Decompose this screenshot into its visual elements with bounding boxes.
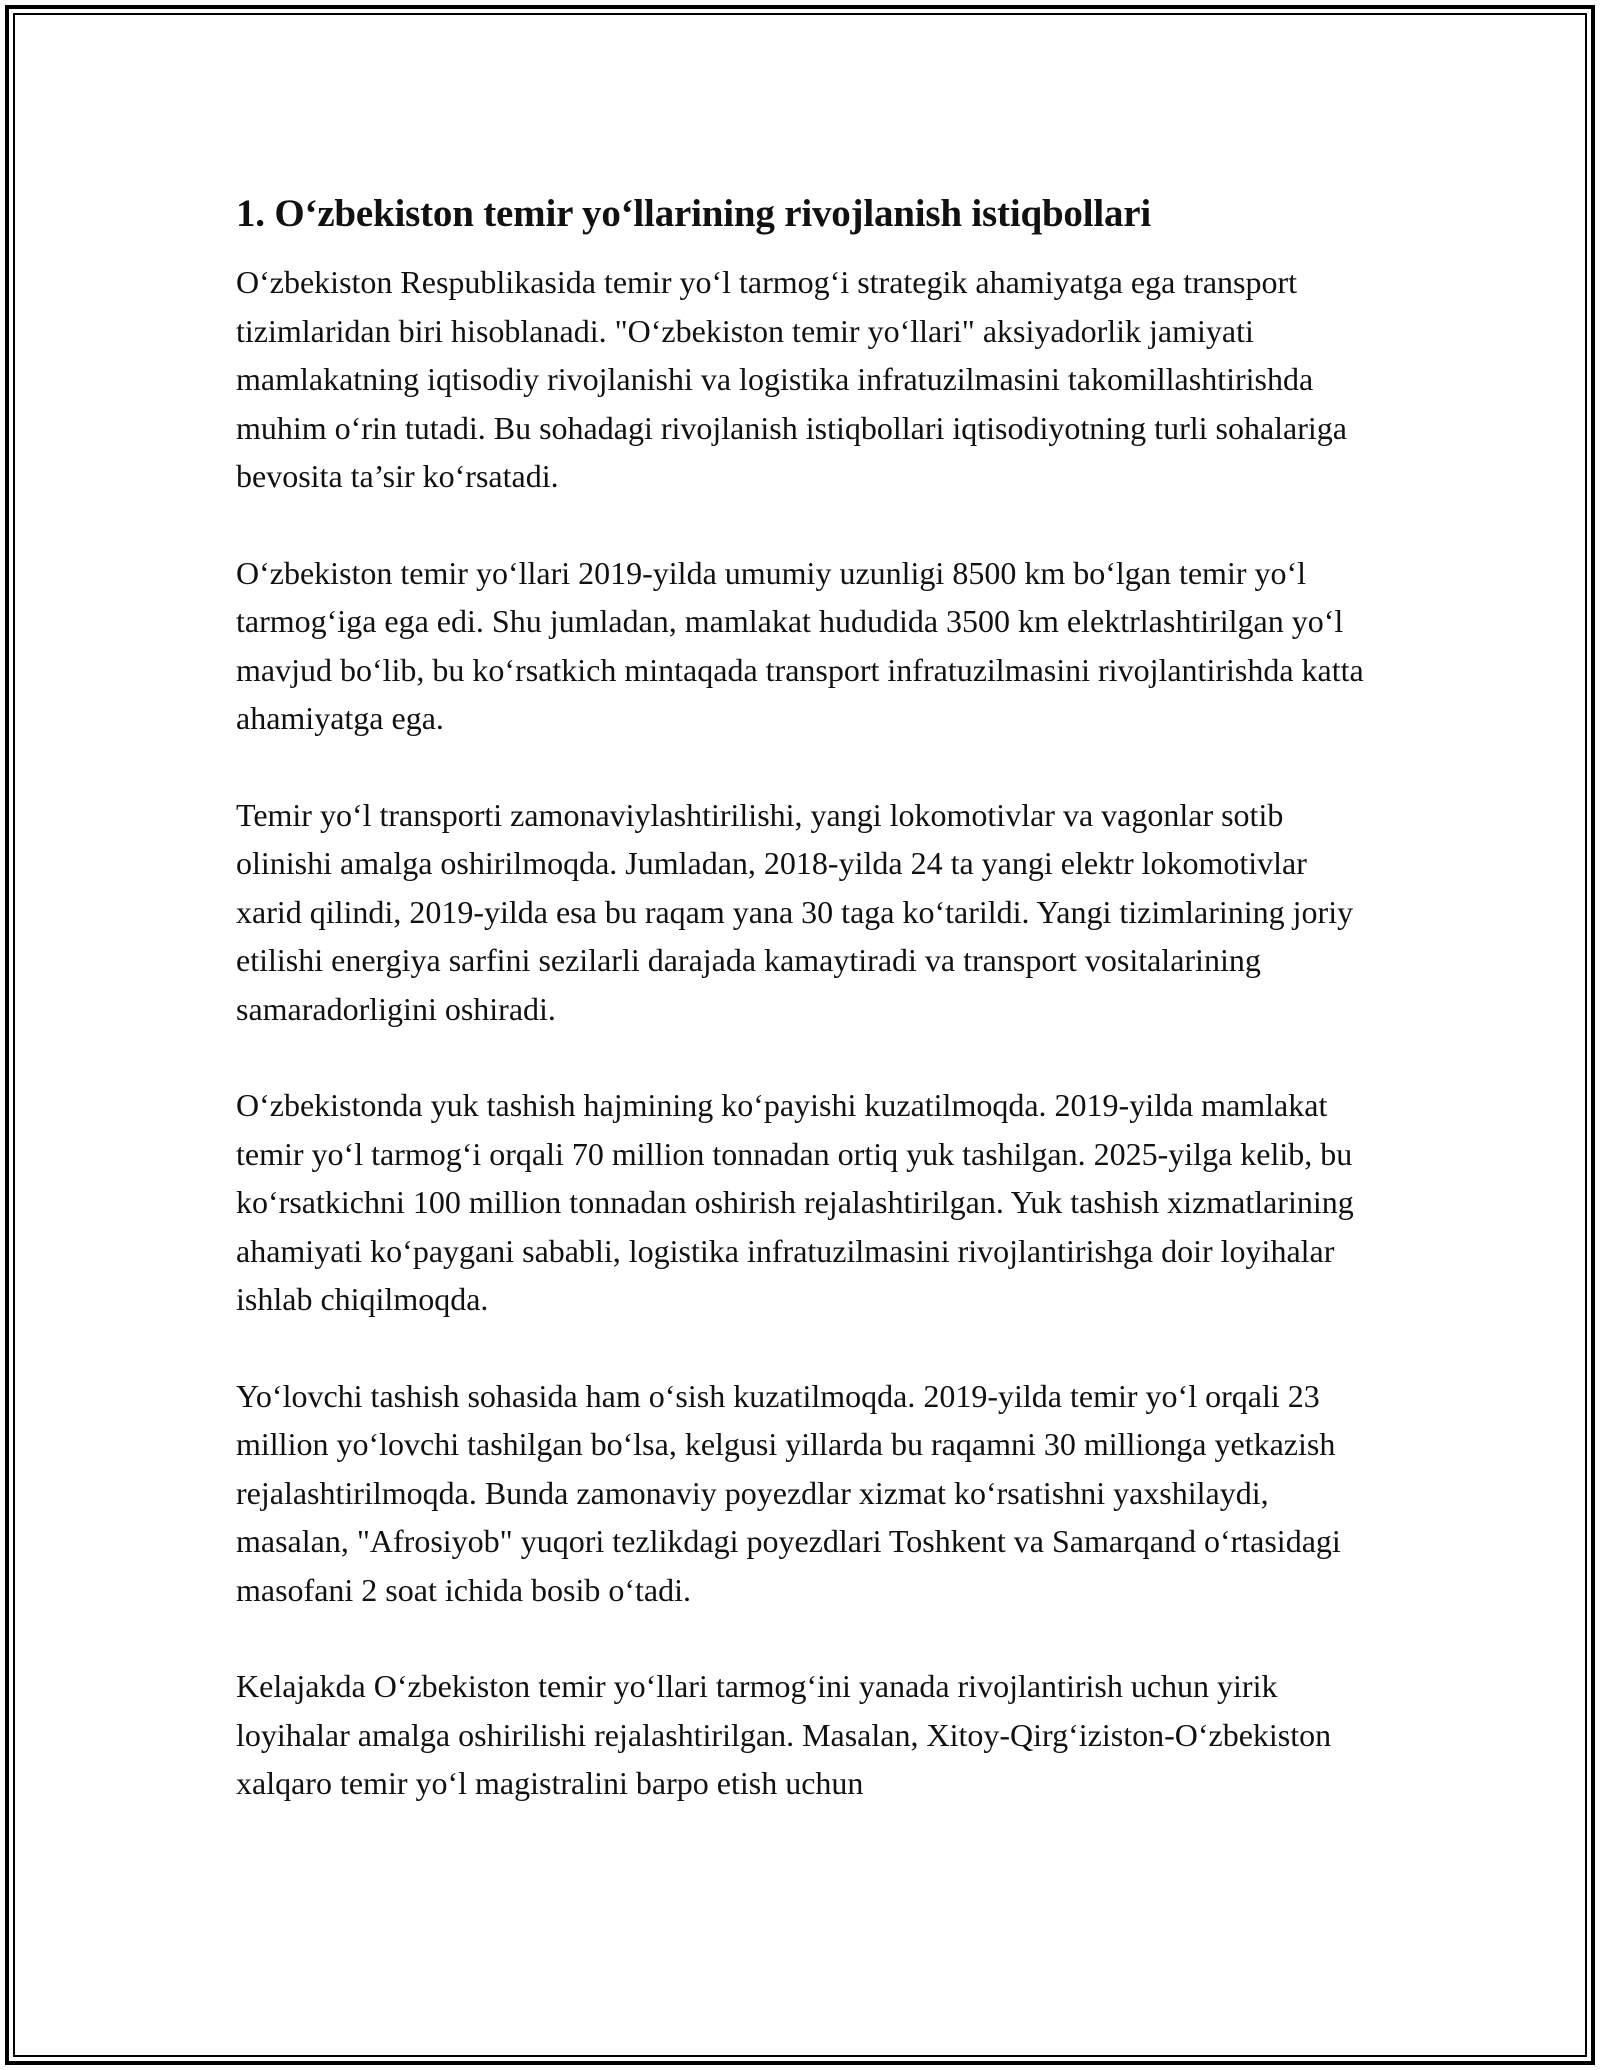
section-heading: 1. O‘zbekiston temir yo‘llarining rivojlanish istiqbollari: [236, 192, 1152, 235]
paragraph-4: O‘zbekistonda yuk tashish hajmining ko‘payishi kuzatilmoqda. 2019-yilda mamlakat temir yo‘l tarmog‘i orqali 70 million tonnadan ortiq yuk tashilgan. 2025-yilga kelib, bu ko‘rsatkichni 100 million tonnadan oshirish rejalashtirilgan. Yuk tashish xizmatlarining ahamiyati ko‘paygani sababli, logistika infratuzilmasini rivojlantirishga doir loyihalar ishlab chiqilmoqda.: [236, 1087, 1354, 1317]
paragraph-1: O‘zbekiston Respublikasida temir yo‘l tarmog‘i strategik ahamiyatga ega transport tizimlaridan biri hisoblanadi. "O‘zbekiston temir yo‘llari" aksiyadorlik jamiyati mamlakatning iqtisodiy rivojlanishi va logistika infratuzilmasini takomillashtirishda muhim o‘rin tutadi. Bu sohadagi rivojlanish istiqbollari iqtisodiyotning turli sohalariga bevosita ta’sir ko‘rsatadi.: [236, 264, 1347, 494]
paragraph-6: Kelajakda O‘zbekiston temir yo‘llari tarmog‘ini yanada rivojlantirish uchun yirik loyihalar amalga oshirilishi rejalashtirilgan. Masalan, Xitoy-Qirg‘iziston-O‘zbekiston xalqaro temir yo‘l magistralini barpo etish uchun: [236, 1668, 1332, 1801]
paragraph-2: O‘zbekiston temir yo‘llari 2019-yilda umumiy uzunligi 8500 km bo‘lgan temir yo‘l tarmog‘iga ega edi. Shu jumladan, mamlakat hududida 3500 km elektrlashtirilgan yo‘l mavjud bo‘lib, bu ko‘rsatkich mintaqada transport infratuzilmasini rivojlantirishda katta ahamiyatga ega.: [236, 554, 1364, 736]
paragraph-3: Temir yo‘l transporti zamonaviylashtirilishi, yangi lokomotivlar va vagonlar sotib olinishi amalga oshirilmoqda. Jumladan, 2018-yilda 24 ta yangi elektr lokomotivlar xarid qilindi, 2019-yilda esa bu raqam yana 30 taga ko‘tarildi. Yangi tizimlarining joriy etilishi energiya sarfini sezilarli darajada kamaytiradi va transport vositalarining samaradorligini oshiradi.: [236, 796, 1354, 1027]
paragraph-5: Yo‘lovchi tashish sohasida ham o‘sish kuzatilmoqda. 2019-yilda temir yo‘l orqali 23 million yo‘lovchi tashilgan bo‘lsa, kelgusi yillarda bu raqamni 30 millionga yetkazish rejalashtirilmoqda. Bunda zamonaviy poyezdlar xizmat ko‘rsatishni yaxshilaydi, masalan, "Afrosiyob" yuqori tezlikdagi poyezdlari Toshkent va Samarqand o‘rtasidagi masofani 2 soat ichida bosib o‘tadi.: [236, 1377, 1341, 1608]
document-body: [236, 186, 1366, 1856]
